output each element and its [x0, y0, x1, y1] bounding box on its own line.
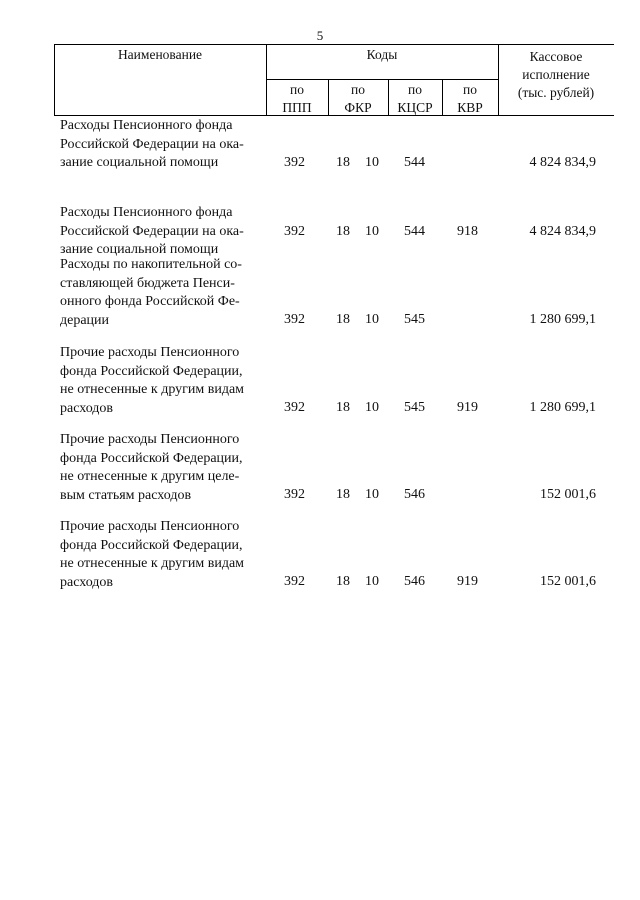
- row-name-line: зание социальной помощи: [60, 155, 219, 170]
- code-fkr-subsection: 10: [365, 574, 379, 589]
- row-name-line: фонда Российской Федерации,: [60, 537, 243, 553]
- amount: 152 001,6: [540, 574, 596, 589]
- header-kvr-line1: по: [463, 82, 477, 97]
- amount: 1 280 699,1: [529, 400, 596, 415]
- header-amount-line2: исполнение: [522, 67, 590, 82]
- header-kcsr-line1: по: [408, 82, 422, 97]
- row-name: [60, 518, 264, 592]
- row-name-line: Расходы по накопительной со-: [60, 257, 242, 272]
- code-kcsr: 544: [404, 224, 425, 239]
- code-fkr-subsection: 10: [365, 312, 379, 327]
- code-ppp: 392: [284, 487, 305, 502]
- row-name-line: не отнесенные к другим целе-: [60, 469, 240, 484]
- row-name-line: расходов: [60, 574, 114, 590]
- header-kvr: [442, 81, 498, 117]
- header-ppp-line1: по: [290, 82, 304, 97]
- row-name-line: Российской Федерации на ока-: [60, 136, 244, 152]
- header-codes: Коды: [366, 47, 398, 62]
- amount: 152 001,6: [540, 487, 596, 502]
- code-fkr-section: 18: [336, 574, 350, 589]
- row-name-line: ставляющей бюджета Пенси-: [60, 275, 235, 291]
- row-name-line: Прочие расходы Пенсионного: [60, 345, 240, 360]
- header-kcsr-line2: КЦСР: [397, 100, 433, 115]
- code-kcsr: 544: [404, 155, 425, 170]
- row-name-line: зание социальной помощи: [60, 242, 219, 257]
- row-name-line: Прочие расходы Пенсионного: [60, 432, 240, 447]
- page-number: 5: [316, 28, 324, 43]
- row-name-line: не отнесенные к другим видам: [60, 556, 245, 571]
- amount: 4 824 834,9: [529, 224, 596, 239]
- code-ppp: 392: [284, 574, 305, 589]
- row-name: [60, 204, 264, 260]
- code-fkr-section: 18: [336, 155, 350, 170]
- row-name-line: расходов: [60, 400, 114, 416]
- amount: 1 280 699,1: [529, 312, 596, 327]
- header-kvr-line2: КВР: [457, 100, 483, 115]
- code-ppp: 392: [284, 155, 305, 170]
- code-fkr-section: 18: [336, 224, 350, 239]
- row-name: [60, 256, 264, 330]
- header-fkr: [328, 81, 388, 117]
- code-kcsr: 545: [404, 400, 425, 415]
- code-fkr-section: 18: [336, 487, 350, 502]
- code-ppp: 392: [284, 400, 305, 415]
- row-name-line: Прочие расходы Пенсионного: [60, 519, 240, 534]
- header-fkr-line2: ФКР: [344, 100, 372, 115]
- code-fkr-section: 18: [336, 312, 350, 327]
- code-ppp: 392: [284, 312, 305, 327]
- code-fkr-subsection: 10: [365, 155, 379, 170]
- header-amount-line3: (тыс. рублей): [517, 85, 595, 100]
- amount: 4 824 834,9: [529, 155, 596, 170]
- row-name-line: фонда Российской Федерации,: [60, 363, 243, 379]
- code-fkr-subsection: 10: [365, 400, 379, 415]
- row-name-line: дерации: [60, 312, 110, 328]
- row-name-line: онного фонда Российской Фе-: [60, 294, 240, 309]
- code-kvr: 919: [457, 400, 478, 415]
- header-ppp-line2: ППП: [282, 100, 312, 115]
- code-kcsr: 546: [404, 574, 425, 589]
- code-kcsr: 546: [404, 487, 425, 502]
- code-fkr-section: 18: [336, 400, 350, 415]
- row-name-line: вым статьям расходов: [60, 487, 192, 503]
- row-name: [60, 431, 264, 505]
- code-fkr-subsection: 10: [365, 224, 379, 239]
- header-kcsr: [388, 81, 442, 117]
- row-name-line: Расходы Пенсионного фонда: [60, 118, 233, 133]
- row-name-line: фонда Российской Федерации,: [60, 450, 243, 466]
- code-kvr: 919: [457, 574, 478, 589]
- header-fkr-line1: по: [351, 82, 365, 97]
- header-amount-line1: Кассовое: [529, 49, 583, 64]
- code-kvr: 918: [457, 224, 478, 239]
- row-name-line: Российской Федерации на ока-: [60, 223, 244, 239]
- row-name-line: не отнесенные к другим видам: [60, 382, 245, 397]
- code-kcsr: 545: [404, 312, 425, 327]
- header-ppp: [266, 81, 328, 117]
- code-ppp: 392: [284, 224, 305, 239]
- row-name: [60, 117, 264, 173]
- code-fkr-subsection: 10: [365, 487, 379, 502]
- header-codes-underline: [266, 79, 498, 80]
- header-amount: [498, 48, 614, 102]
- row-name: [60, 344, 264, 418]
- header-name: Наименование: [117, 47, 203, 62]
- row-name-line: Расходы Пенсионного фонда: [60, 205, 233, 220]
